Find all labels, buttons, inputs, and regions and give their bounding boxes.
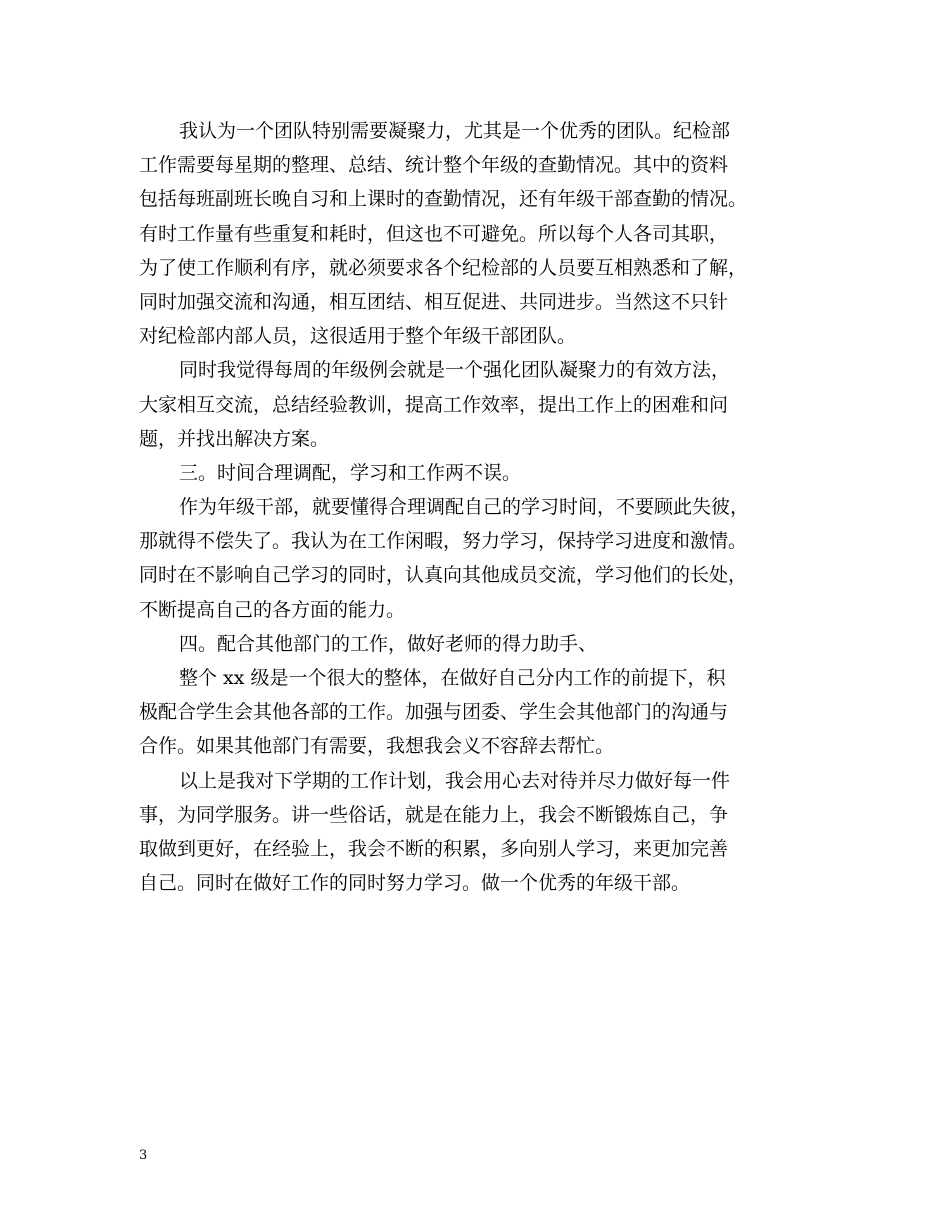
text-line: 极配合学生会其他各部的工作。加强与团委、学生会其他部门的沟通与: [139, 701, 729, 724]
text-line: 整个 xx 级是一个很大的整体，在做好自己分内工作的前提下，积: [179, 667, 726, 689]
text-line: 自己。同时在做好工作的同时努力学习。做一个优秀的年级干部。: [139, 872, 691, 895]
text-line: 有时工作量有些重复和耗时，但这也不可避免。所以每个人各司其职，: [139, 222, 729, 245]
text-line: 以上是我对下学期的工作计划，我会用心去对待并尽力做好每一件: [179, 769, 731, 792]
text-line: 同时我觉得每周的年级例会就是一个强化团队凝聚力的有效方法，: [179, 359, 731, 382]
text-line: 题，并找出解决方案。: [139, 427, 330, 450]
text-line: 四。配合其他部门的工作，做好老师的得力助手、: [179, 632, 598, 655]
text-line: 对纪检部内部人员，这很适用于整个年级干部团队。: [139, 325, 577, 348]
text-line: 取做到更好，在经验上，我会不断的积累，多向别人学习，来更加完善: [139, 837, 729, 860]
text-line: 工作需要每星期的整理、总结、统计整个年级的查勤情况。其中的资料: [139, 154, 729, 177]
text-line: 事，为同学服务。讲一些俗话，就是在能力上，我会不断锻炼自己，争: [139, 803, 729, 826]
body-text: [139, 114, 819, 900]
text-line: 三。时间合理调配，学习和工作两不误。: [179, 461, 522, 484]
text-line: 同时加强交流和沟通，相互团结、相互促进、共同进步。当然这不只针: [139, 290, 729, 313]
text-line: 包括每班副班长晚自习和上课时的查勤情况，还有年级干部查勤的情况。: [139, 188, 748, 211]
text-line: 作为年级干部，就要懂得合理调配自己的学习时间，不要顾此失彼，: [179, 496, 750, 519]
text-line: 那就得不偿失了。我认为在工作闲暇，努力学习，保持学习进度和激情。: [139, 530, 748, 553]
text-line: 我认为一个团队特别需要凝聚力，尤其是一个优秀的团队。纪检部: [179, 120, 731, 142]
text-line: 为了使工作顺利有序，就必须要求各个纪检部的人员要互相熟悉和了解，: [139, 256, 748, 279]
text-line: 同时在不影响自己学习的同时，认真向其他成员交流，学习他们的长处，: [139, 564, 748, 587]
text-line: 不断提高自己的各方面的能力。: [139, 598, 406, 621]
text-line: 大家相互交流，总结经验教训，提高工作效率，提出工作上的困难和问: [139, 393, 729, 416]
page-number: 3: [139, 1148, 148, 1163]
text-line: 合作。如果其他部门有需要，我想我会义不容辞去帮忙。: [139, 735, 615, 758]
